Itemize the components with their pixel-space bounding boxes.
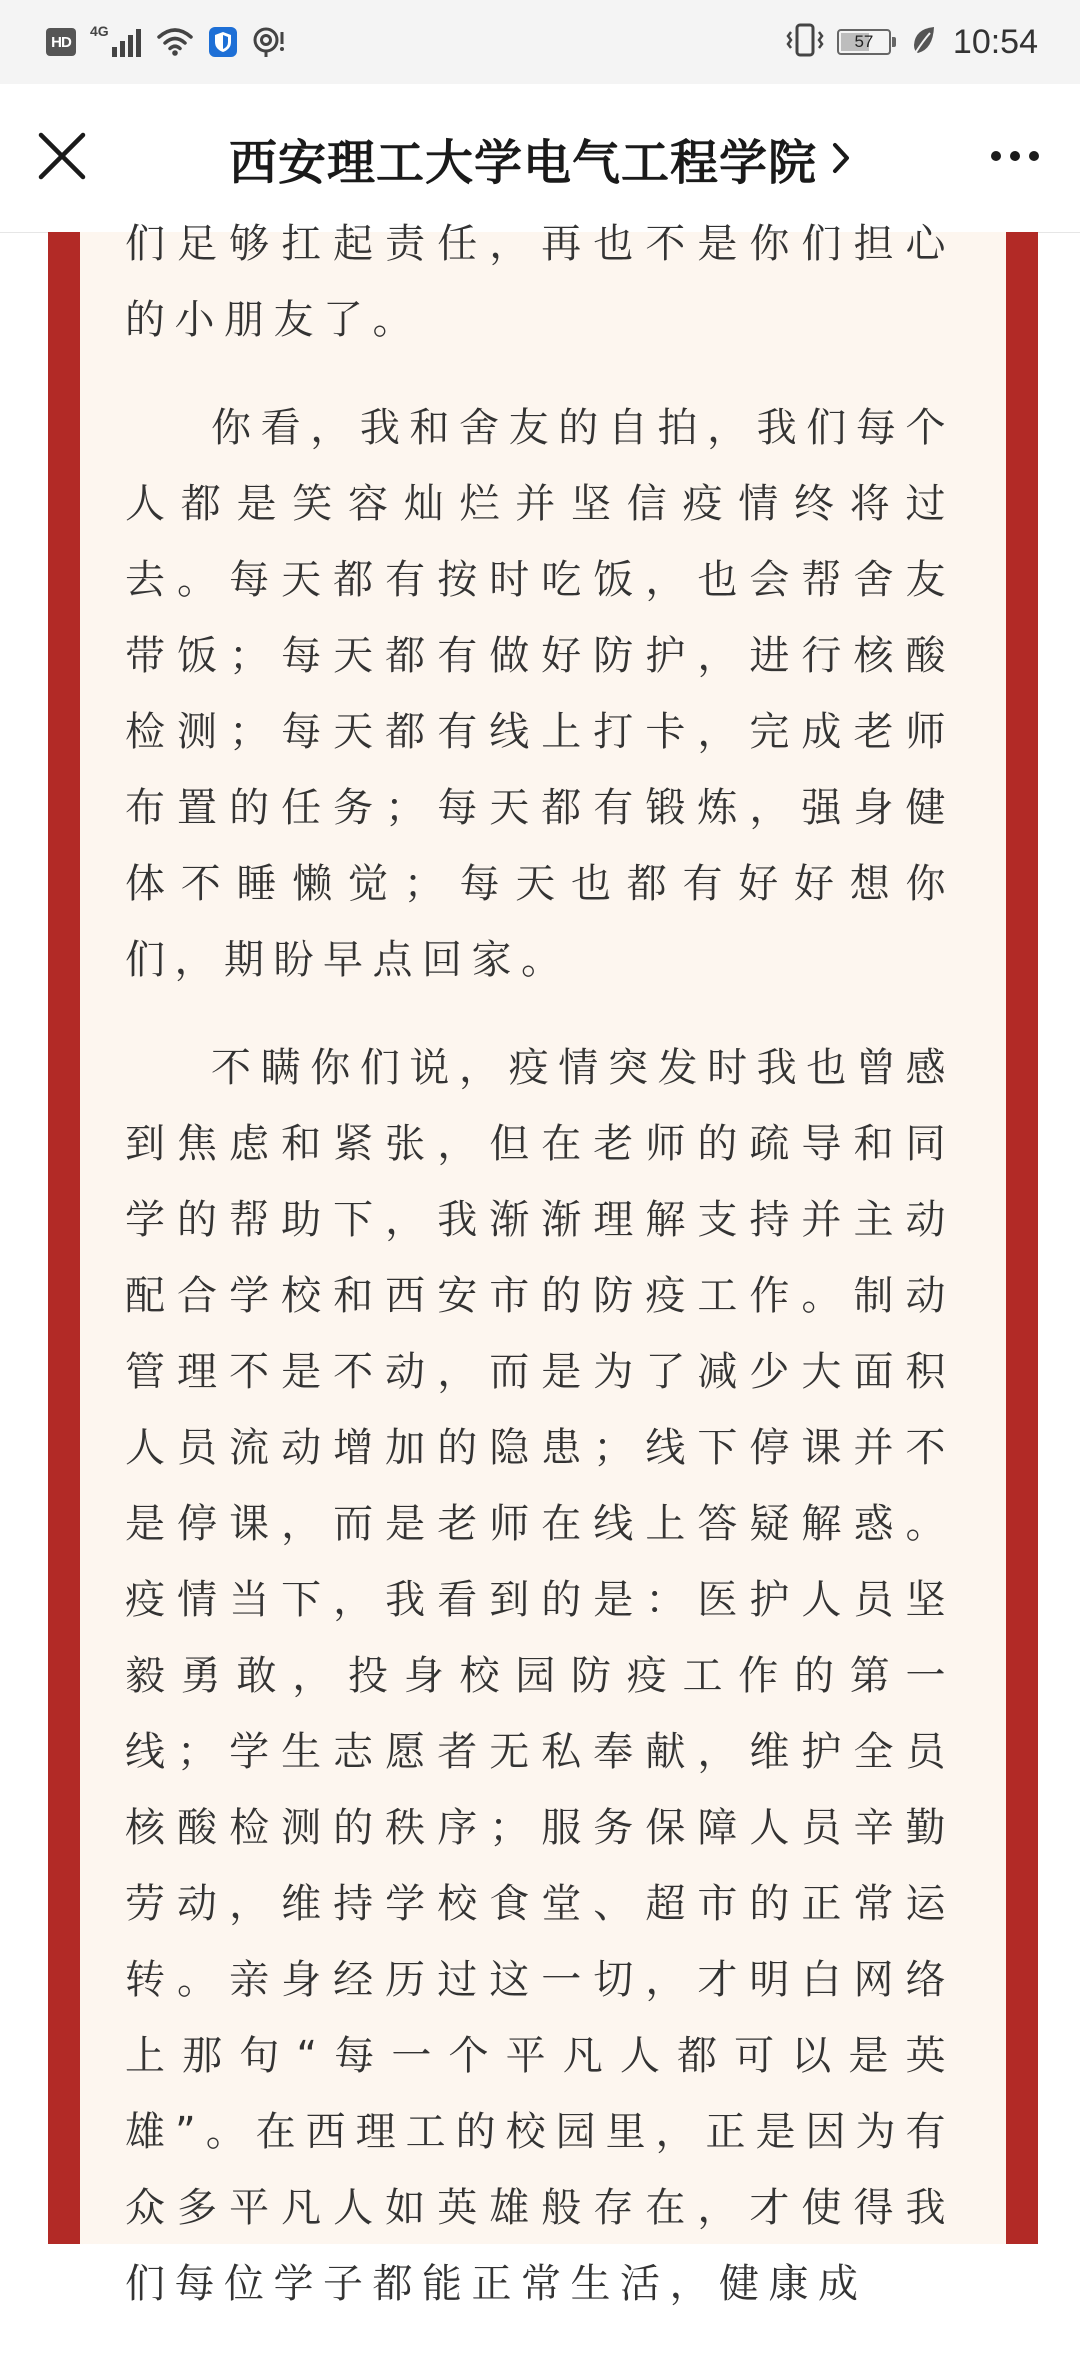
battery-level: 57 [854, 32, 874, 51]
wifi-icon [156, 27, 194, 57]
network-label: 4G [90, 23, 109, 39]
close-button[interactable] [30, 124, 94, 188]
leaf-icon [911, 25, 937, 60]
hotspot-icon [252, 26, 286, 58]
clock: 10:54 [952, 22, 1038, 61]
signal-icon [90, 25, 142, 59]
hd-icon [46, 28, 76, 56]
close-icon [37, 131, 87, 181]
article-frame [48, 221, 1038, 2307]
hd-label: HD [51, 33, 71, 51]
article-paragraph-2: 你看，我和舍友的自拍，我们每个人都是笑容灿烂并坚信疫情终将过去。每天都有按时吃饭，也会帮舍友带饭；每天都有做好防护，进行核酸检测；每天都有线上打卡，完成老师布置的任务；每天都有锻炼，强身健体不睡懒觉；每天也都有好好想你们，期盼早点回家。 [125, 405, 955, 983]
chevron-right-icon [831, 141, 851, 175]
article-paragraph-1: 们足够扛起责任，再也不是你们担心的小朋友了。 [125, 221, 955, 343]
status-bar [0, 0, 1080, 84]
status-right-group [785, 20, 1038, 64]
battery-icon [837, 29, 891, 55]
security-shield-icon [208, 26, 238, 58]
page-title: 西安理工大学电气工程学院 [228, 134, 817, 191]
vibrate-icon [785, 22, 825, 63]
article-paper [80, 221, 1006, 2307]
article-paragraph-3: 不瞒你们说，疫情突发时我也曾感到焦虑和紧张，但在老师的疏导和同学的帮助下，我渐渐理解支持并主动配合学校和西安市的防疫工作。制动管理不是不动，而是为了减少大面积人员流动增加的隐患；线下停课并不是停课，而是老师在线上答疑解惑。疫情当下，我看到的是：医护人员坚毅勇敢，投身校园防疫工作的第一线；学生志愿者无私奉献，维护全员核酸检测的秩序；服务保障人员辛勤劳动，维持学校食堂、超市的正常运转。亲身经历过这一切，才明白网络上那句“每一个平凡人都可以是英雄”。在西理工的校园里，正是因为有众多平凡人如英雄般存在，才使得我们每位学子都能正常生活，健康成 [125, 1045, 955, 2307]
status-left-group [46, 24, 286, 60]
more-dot [1010, 151, 1020, 161]
more-button[interactable] [980, 124, 1050, 188]
more-dot [1029, 151, 1039, 161]
article-body [125, 206, 955, 2354]
more-dots-icon [991, 151, 1001, 161]
account-title-link[interactable] [150, 122, 930, 194]
